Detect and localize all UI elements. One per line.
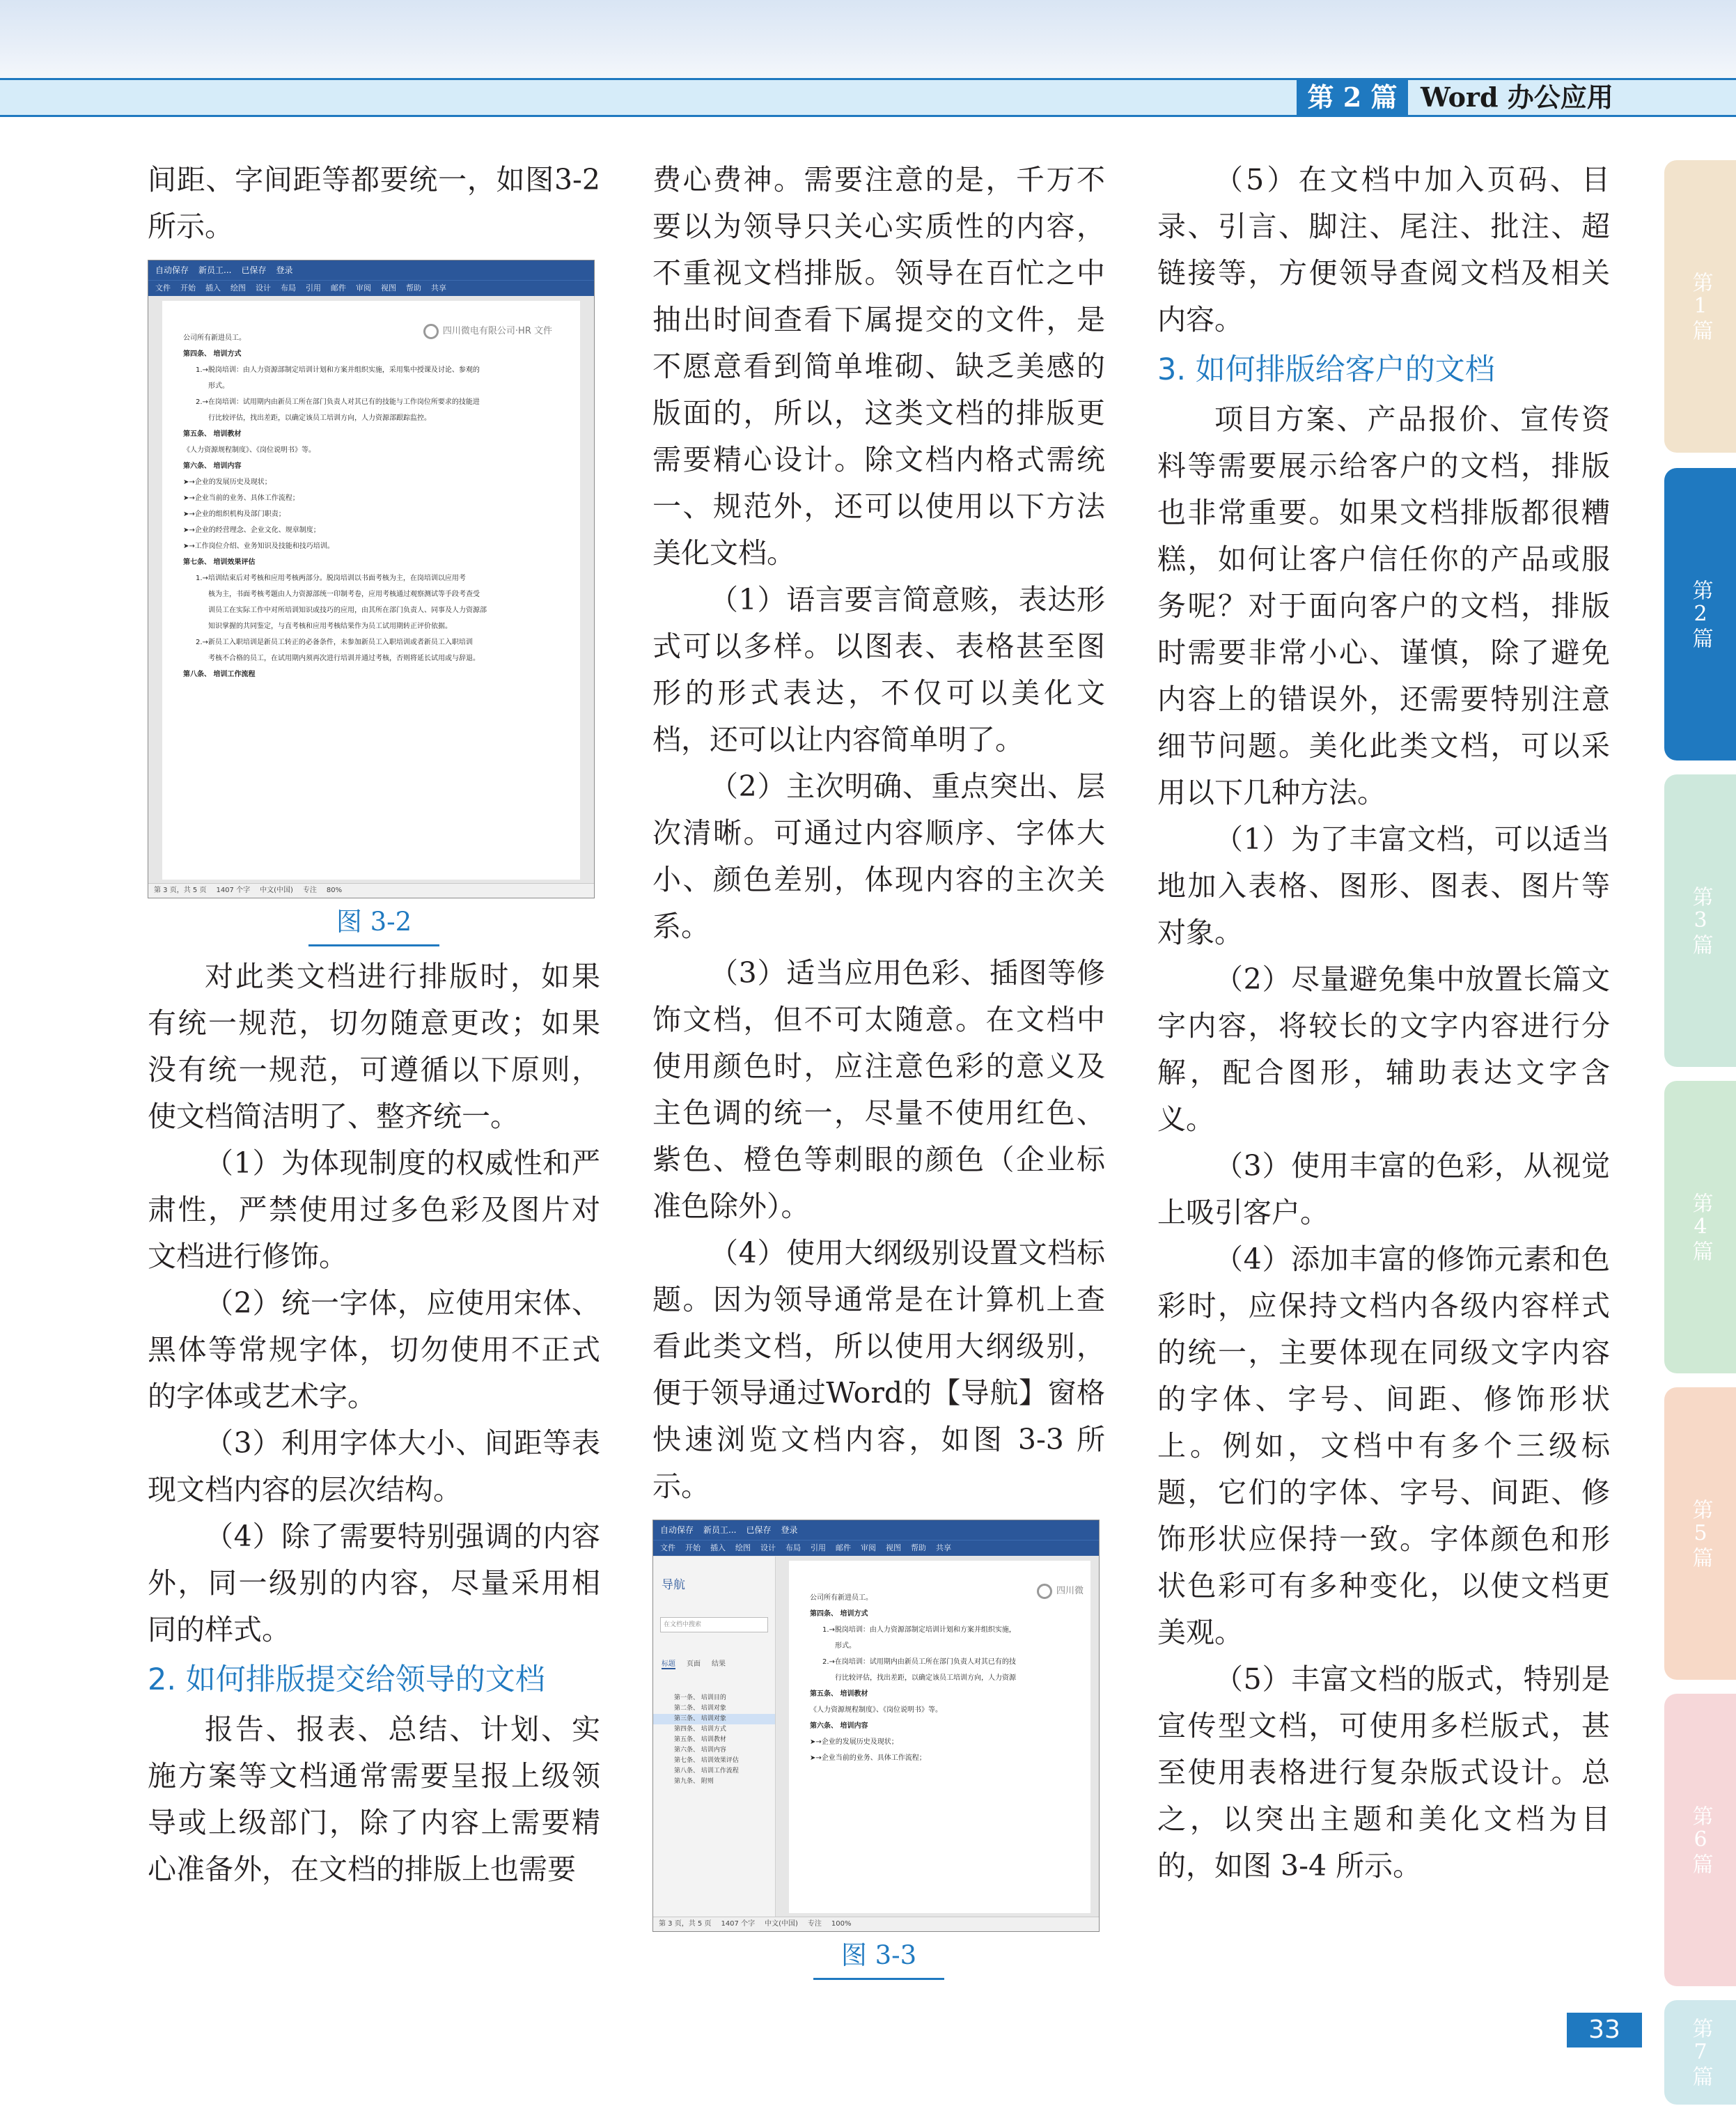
document-line: 2.→在岗培训：试用期内由新员工所在部门负责人对其已有的技能与工作岗位所要求的技能进 bbox=[196, 398, 480, 406]
ribbon-tab[interactable]: 插入 bbox=[710, 1543, 726, 1552]
document-line: 公司所有新进员工。 bbox=[810, 1594, 873, 1602]
nav-heading-item[interactable]: 第五条、 培训教材 bbox=[674, 1736, 726, 1743]
ribbon-tab[interactable]: 帮助 bbox=[911, 1543, 926, 1552]
side-tab-7[interactable] bbox=[1664, 2000, 1736, 2105]
top-band bbox=[0, 0, 1736, 78]
side-tab-3[interactable] bbox=[1664, 774, 1736, 1067]
document-line: ➤→企业当前的业务、具体工作流程； bbox=[810, 1754, 926, 1762]
nav-heading-item[interactable]: 第八条、 培训工作流程 bbox=[674, 1768, 739, 1774]
document-line: 第七条、 培训效果评估 bbox=[183, 559, 256, 566]
side-tab-label: 第7篇 bbox=[1688, 2017, 1713, 2088]
document-line: 行比较评估，找出差距，以确定该员工培训方向，人力资源 bbox=[835, 1674, 1016, 1682]
document-line: ➤→企业的发展历史及现状； bbox=[183, 478, 272, 486]
figure-3-3 bbox=[652, 1520, 1105, 1980]
document-line: 《人力资源规程制度》、《岗位说明书》等。 bbox=[810, 1706, 942, 1714]
ribbon-tab[interactable]: 引用 bbox=[811, 1543, 826, 1552]
document-line: 1.→培训结束后对考核和应用考核两部分。脱岗培训以书面考核为主，在岗培训以应用考 bbox=[196, 575, 466, 582]
status-item: 1407 个字 bbox=[721, 1920, 756, 1928]
document-line: ➤→企业的发展历史及现状； bbox=[810, 1738, 898, 1746]
title-item[interactable]: 自动保存 bbox=[660, 1525, 694, 1535]
nav-tab[interactable]: 页面 bbox=[687, 1660, 701, 1668]
title-item[interactable]: 新员工... bbox=[703, 1525, 737, 1535]
document-body bbox=[162, 327, 580, 682]
document-page bbox=[789, 1561, 1090, 1913]
document-line: 第四条、 培训方式 bbox=[810, 1610, 868, 1618]
side-tab-label: 第2篇 bbox=[1688, 579, 1713, 650]
title-item[interactable]: 新员工... bbox=[198, 265, 232, 275]
nav-heading-item[interactable]: 第四条、 培训方式 bbox=[674, 1726, 726, 1733]
paragraph: 间距、字间距等都要统一，如图3-2所示。 bbox=[148, 163, 600, 243]
document-line: 第四条、 培训方式 bbox=[183, 350, 242, 358]
paragraph: （3）适当应用色彩、插图等修饰文档，但不可太随意。在文档中使用颜色时，应注意色彩的意义及主色调的统一，尽量不使用红色、紫色、橙色等刺眼的颜色（企业标准色除外）。 bbox=[652, 956, 1105, 1223]
nav-heading-item[interactable]: 第三条、 培训对象 bbox=[653, 1714, 775, 1724]
ribbon-tab[interactable]: 布局 bbox=[785, 1543, 801, 1552]
page-number: 33 bbox=[1567, 2013, 1642, 2048]
ribbon-tab[interactable]: 文件 bbox=[660, 1543, 675, 1552]
status-item: 专注 bbox=[807, 1920, 822, 1928]
document-line: 《人力资源规程制度》、《岗位说明书》等。 bbox=[183, 446, 315, 454]
paragraph: （3）使用丰富的色彩，从视觉上吸引客户。 bbox=[1157, 1149, 1610, 1229]
ribbon-tab[interactable]: 邮件 bbox=[836, 1543, 851, 1552]
nav-title: 导航 bbox=[662, 1578, 685, 1592]
column-1 bbox=[148, 157, 600, 1893]
nav-heading-item[interactable]: 第九条、 附则 bbox=[674, 1778, 714, 1785]
side-tab-2[interactable] bbox=[1664, 468, 1736, 760]
ribbon-tab[interactable]: 文件 bbox=[155, 283, 171, 292]
section-heading: 2. 如何排版提交给领导的文档 bbox=[148, 1662, 545, 1697]
nav-tab[interactable]: 标题 bbox=[662, 1660, 675, 1668]
document-line: 1.→脱岗培训：由人力资源部制定培训计划和方案并组织实施， bbox=[822, 1626, 1016, 1634]
ribbon-tab[interactable]: 引用 bbox=[306, 283, 321, 292]
ribbon-tab[interactable]: 设计 bbox=[256, 283, 271, 292]
nav-tabs bbox=[653, 1635, 775, 1693]
document-line: ➤→企业当前的业务、具体工作流程； bbox=[183, 494, 299, 502]
paragraph: 报告、报表、总结、计划、实施方案等文档通常需要呈报上级领导或上级部门，除了内容上需要精心准备外，在文档的排版上也需要 bbox=[148, 1713, 600, 1886]
column-2 bbox=[652, 157, 1105, 1987]
document-line: 第五条、 培训教材 bbox=[183, 430, 242, 438]
side-tab-5[interactable] bbox=[1664, 1387, 1736, 1680]
status-item: 第 3 页，共 5 页 bbox=[659, 1920, 712, 1928]
paragraph: （1）语言要言简意赅，表达形式可以多样。以图表、表格甚至图形的形式表达，不仅可以美化文档，还可以让内容简单明了。 bbox=[652, 583, 1105, 756]
side-tab-label: 第6篇 bbox=[1688, 1804, 1713, 1875]
logo-text: 四川微 bbox=[1056, 1586, 1084, 1596]
paragraph: 对此类文档进行排版时，如果有统一规范，切勿随意更改；如果没有统一规范，可遵循以下原则，使文档简洁明了、整齐统一。 bbox=[148, 960, 600, 1133]
ribbon-tab[interactable]: 布局 bbox=[281, 283, 296, 292]
paragraph: （4）除了需要特别强调的内容外，同一级别的内容，尽量采用相同的样式。 bbox=[148, 1520, 600, 1646]
ribbon-tabs bbox=[653, 1540, 1099, 1556]
header-title: Word 办公应用 bbox=[1421, 81, 1613, 113]
paragraph: （1）为了丰富文档，可以适当地加入表格、图形、图表、图片等对象。 bbox=[1157, 822, 1610, 949]
ribbon-tab[interactable]: 开始 bbox=[180, 283, 196, 292]
paragraph: （2）尽量避免集中放置长篇文字内容，将较长的文字内容进行分解，配合图形，辅助表达文字含义。 bbox=[1157, 962, 1610, 1136]
paragraph: （4）使用大纲级别设置文档标题。因为领导通常是在计算机上查看此类文档，所以使用大纲级别，便于领导通过Word的【导航】窗格快速浏览文档内容，如图 3-3 所示。 bbox=[652, 1236, 1105, 1503]
status-item: 1407 个字 bbox=[216, 887, 251, 894]
figure-3-2 bbox=[148, 260, 600, 946]
status-item: 专注 bbox=[302, 887, 317, 894]
nav-heading-item[interactable]: 第七条、 培训效果评估 bbox=[674, 1757, 739, 1764]
side-tab-6[interactable] bbox=[1664, 1694, 1736, 1986]
ribbon-tab[interactable]: 邮件 bbox=[331, 283, 346, 292]
doc-header bbox=[789, 1561, 1090, 1596]
document-line: 2.→在岗培训：试用期内由新员工所在部门负责人对其已有的技 bbox=[822, 1658, 1016, 1666]
status-item: 100% bbox=[831, 1920, 852, 1928]
ribbon-tab[interactable]: 插入 bbox=[205, 283, 221, 292]
document-line: 2.→新员工入职培训是新员工转正的必备条件，未参加新员工入职培训或者新员工入职培训 bbox=[196, 639, 473, 646]
nav-headings-list bbox=[653, 1693, 775, 1787]
document-line: ➤→企业的经营理念、企业文化、规章制度； bbox=[183, 526, 320, 534]
document-line: 公司所有新进员工。 bbox=[183, 334, 246, 342]
title-item[interactable]: 已保存 bbox=[241, 265, 267, 275]
ribbon-tabs bbox=[148, 280, 594, 296]
ribbon-tab[interactable]: 设计 bbox=[760, 1543, 776, 1552]
ribbon-tab[interactable]: 共享 bbox=[431, 283, 446, 292]
status-bar bbox=[148, 883, 594, 898]
document-line: 形式。 bbox=[208, 382, 229, 390]
ribbon-tab[interactable]: 视图 bbox=[886, 1543, 901, 1552]
paragraph: 费心费神。需要注意的是，千万不要以为领导只关心实质性的内容，不重视文档排版。领导在百忙之中抽出时间查看下属提交的文件，是不愿意看到简单堆砌、缺乏美感的版面的，所以，这类文档的排版更需要精心设计。除文档内格式需统一、规范外，还可以使用以下方法美化文档。 bbox=[652, 163, 1105, 570]
document-line: 第五条、 培训教材 bbox=[810, 1690, 868, 1698]
paragraph: （3）利用字体大小、间距等表现文档内容的层次结构。 bbox=[148, 1426, 600, 1506]
column-3 bbox=[1157, 157, 1610, 1889]
document-line: 第六条、 培训内容 bbox=[810, 1722, 868, 1730]
title-item[interactable]: 登录 bbox=[781, 1525, 798, 1535]
document-line: 第六条、 培训内容 bbox=[183, 462, 242, 470]
nav-heading-item[interactable]: 第一条、 培训目的 bbox=[674, 1694, 726, 1701]
status-item: 中文(中国) bbox=[765, 1920, 798, 1928]
navigation-pane bbox=[653, 1557, 776, 1917]
doc-header bbox=[162, 301, 580, 336]
ribbon-tab[interactable]: 共享 bbox=[936, 1543, 951, 1552]
side-tab-label: 第5篇 bbox=[1688, 1498, 1713, 1569]
word-screenshot bbox=[652, 1520, 1100, 1932]
status-bar bbox=[653, 1917, 1099, 1931]
paragraph: （5）丰富文档的版式，特别是宣传型文档，可使用多栏版式，甚至使用表格进行复杂版式设计。总之，以突出主题和美化文档为目的，如图 3-4 所示。 bbox=[1157, 1662, 1610, 1882]
paragraph: （2）统一字体，应使用宋体、黑体等常规字体，切勿使用不正式的字体或艺术字。 bbox=[148, 1286, 600, 1413]
section-heading: 3. 如何排版给客户的文档 bbox=[1157, 352, 1495, 387]
document-line: 行比较评估，找出差距，以确定该员工培训方向，人力资源部跟踪监控。 bbox=[208, 414, 431, 422]
document-line: 知识掌握的共同鉴定，与直考核和应用考核结果作为员工试用期转正评价依据。 bbox=[208, 623, 452, 630]
nav-tab[interactable]: 结果 bbox=[712, 1660, 726, 1668]
document-line: 1.→脱岗培训：由人力资源部制定培训计划和方案并组织实施，采用集中授课及讨论、参观的 bbox=[196, 366, 480, 374]
logo-icon bbox=[423, 324, 439, 339]
status-item: 第 3 页，共 5 页 bbox=[154, 887, 207, 894]
figure-caption: 图 3-2 bbox=[148, 903, 600, 946]
logo-text: 四川微电有限公司·HR 文件 bbox=[442, 326, 552, 336]
ribbon-tab[interactable]: 开始 bbox=[685, 1543, 701, 1552]
header-part: 第 2 篇 bbox=[1297, 78, 1408, 117]
paragraph: （4）添加丰富的修饰元素和色彩时，应保持文档内各级内容样式的统一，主要体现在同级文字内容的字体、字号、间距、修饰形状上。例如，文档中有多个三级标题，它们的字体、字号、间距、修饰形状应保持一致。字体颜色和形状色彩可有多种变化，以使文档更美观。 bbox=[1157, 1242, 1610, 1649]
status-item: 中文(中国) bbox=[260, 887, 293, 894]
logo-icon bbox=[1037, 1584, 1052, 1599]
title-item[interactable]: 已保存 bbox=[746, 1525, 772, 1535]
document-line: ➤→企业的组织机构及部门职责； bbox=[183, 510, 286, 518]
side-tab-1[interactable] bbox=[1664, 160, 1736, 453]
ribbon-tab[interactable]: 审阅 bbox=[356, 283, 371, 292]
ribbon-tab[interactable]: 审阅 bbox=[861, 1543, 876, 1552]
title-bar bbox=[148, 260, 594, 280]
document-line: 考核不合格的员工，在试用期内须再次进行培训并通过考核，否则将延长试用或与辞退。 bbox=[208, 655, 480, 662]
document-line: 训员工在实际工作中对所培训知识或技巧的应用，由其所在部门负责人、同事及人力资源部 bbox=[208, 607, 487, 614]
side-tab-label: 第3篇 bbox=[1688, 885, 1713, 956]
title-item[interactable]: 自动保存 bbox=[155, 265, 189, 275]
nav-heading-item[interactable]: 第六条、 培训内容 bbox=[674, 1747, 726, 1754]
document-line: 核为主，书面考核考题由人力资源部统一印制考卷，应用考核通过观察测试等手段考查受 bbox=[208, 591, 480, 598]
paragraph: （1）为体现制度的权威性和严肃性，严禁使用过多色彩及图片对文档进行修饰。 bbox=[148, 1146, 600, 1273]
paragraph: （5）在文档中加入页码、目录、引言、脚注、尾注、批注、超链接等，方便领导查阅文档及相关内容。 bbox=[1157, 163, 1610, 336]
paragraph: 项目方案、产品报价、宣传资料等需要展示给客户的文档，排版也非常重要。如果文档排版都很糟糕，如何让客户信任你的产品或服务呢？对于面向客户的文档，排版时需要非常小心、谨慎，除了避免内容上的错误外，还需要特别注意细节问题。美化此类文档，可以采用以下几种方法。 bbox=[1157, 403, 1610, 809]
ribbon-tab[interactable]: 帮助 bbox=[406, 283, 421, 292]
document-body bbox=[789, 1587, 1090, 1766]
title-bar bbox=[653, 1520, 1099, 1540]
word-screenshot bbox=[148, 260, 595, 898]
ribbon-tab[interactable]: 绘图 bbox=[230, 283, 246, 292]
nav-search-input[interactable]: 在文档中搜索 bbox=[660, 1617, 768, 1632]
figure-caption: 图 3-3 bbox=[652, 1936, 1105, 1980]
paragraph: （2）主次明确、重点突出、层次清晰。可通过内容顺序、字体大小、颜色差别，体现内容的主次关系。 bbox=[652, 770, 1105, 943]
title-item[interactable]: 登录 bbox=[276, 265, 293, 275]
document-line: 形式。 bbox=[835, 1642, 856, 1650]
document-line: 第八条、 培训工作流程 bbox=[183, 671, 256, 678]
side-tab-label: 第4篇 bbox=[1688, 1192, 1713, 1263]
document-page bbox=[162, 301, 580, 880]
side-tab-label: 第1篇 bbox=[1688, 271, 1713, 342]
side-tab-4[interactable] bbox=[1664, 1081, 1736, 1373]
status-item: 80% bbox=[326, 887, 343, 894]
ribbon-tab[interactable]: 视图 bbox=[381, 283, 396, 292]
document-line: ➤→工作岗位介绍、业务知识及技能和技巧培训。 bbox=[183, 543, 334, 550]
ribbon-tab[interactable]: 绘图 bbox=[735, 1543, 751, 1552]
nav-heading-item[interactable]: 第二条、 培训对象 bbox=[674, 1705, 726, 1712]
